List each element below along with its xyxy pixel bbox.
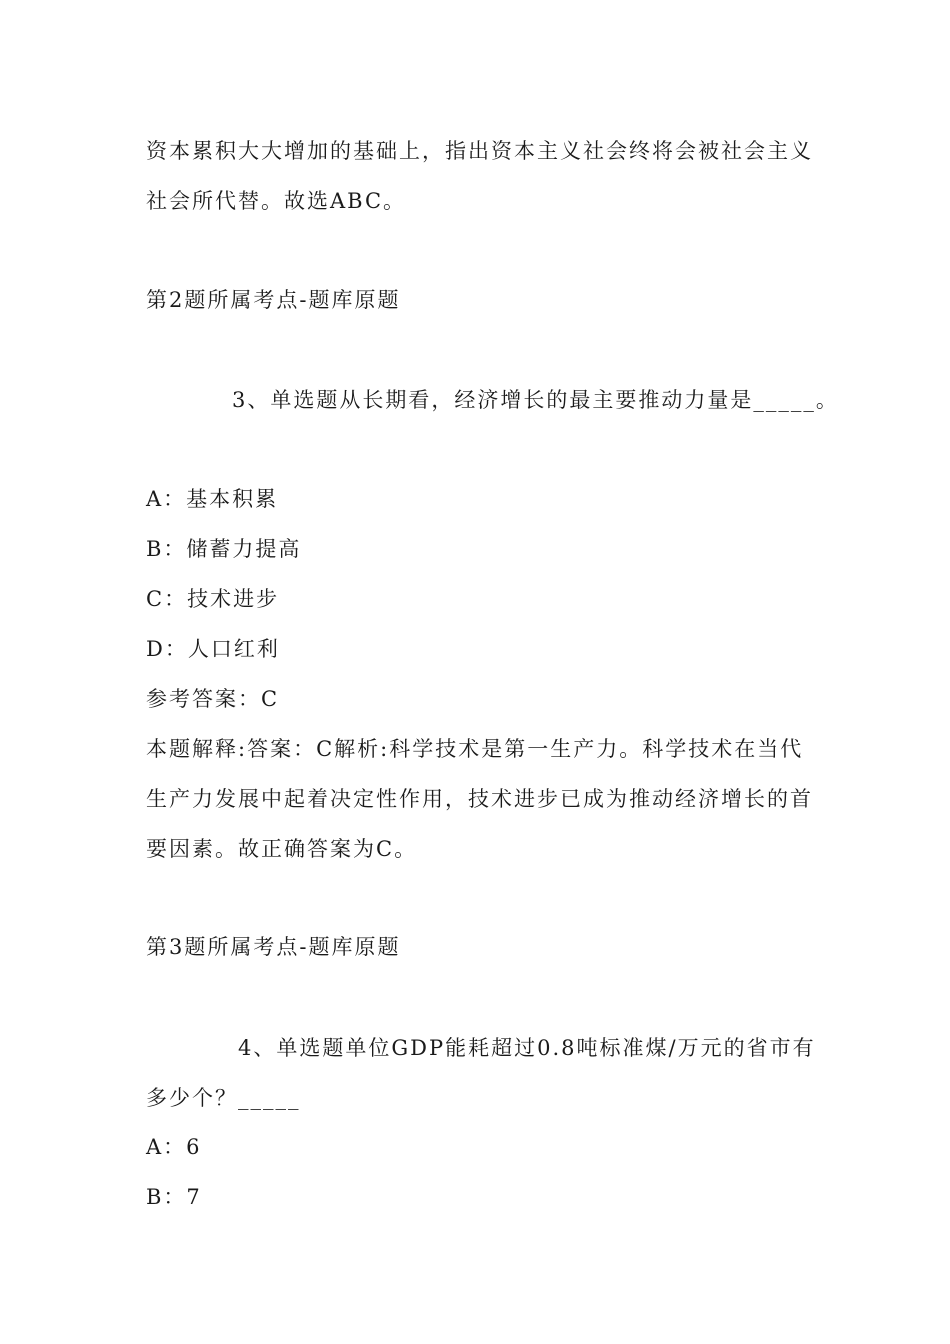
q2-explanation-line-2: 社会所代替。故选ABC。 <box>146 189 407 213</box>
q3-explanation-line-1: 本题解释:答案：C解析:科学技术是第一生产力。科学技术在当代 <box>146 737 804 761</box>
q3-question: 3、单选题从长期看，经济增长的最主要推动力量是_____。 <box>232 388 839 412</box>
q4-option-b: B：7 <box>146 1185 202 1209</box>
q3-source: 第3题所属考点-题库原题 <box>146 935 401 959</box>
q2-source: 第2题所属考点-题库原题 <box>146 288 401 312</box>
q3-option-b: B：储蓄力提高 <box>146 537 302 561</box>
q3-explanation-line-3: 要因素。故正确答案为C。 <box>146 837 418 861</box>
q3-option-d: D：人口红利 <box>146 637 280 661</box>
q4-option-a: A：6 <box>146 1135 202 1159</box>
q2-explanation-line-1: 资本累积大大增加的基础上，指出资本主义社会终将会被社会主义 <box>146 139 813 163</box>
q3-explanation-line-2: 生产力发展中起着决定性作用，技术进步已成为推动经济增长的首 <box>146 787 813 811</box>
q4-question-line-2: 多少个？_____ <box>146 1086 301 1110</box>
q3-option-a: A：基本积累 <box>146 487 279 511</box>
q3-option-c: C：技术进步 <box>146 587 280 611</box>
q4-question-line-1: 4、单选题单位GDP能耗超过0.8吨标准煤/万元的省市有 <box>238 1036 816 1060</box>
q3-answer: 参考答案：C <box>146 687 280 711</box>
